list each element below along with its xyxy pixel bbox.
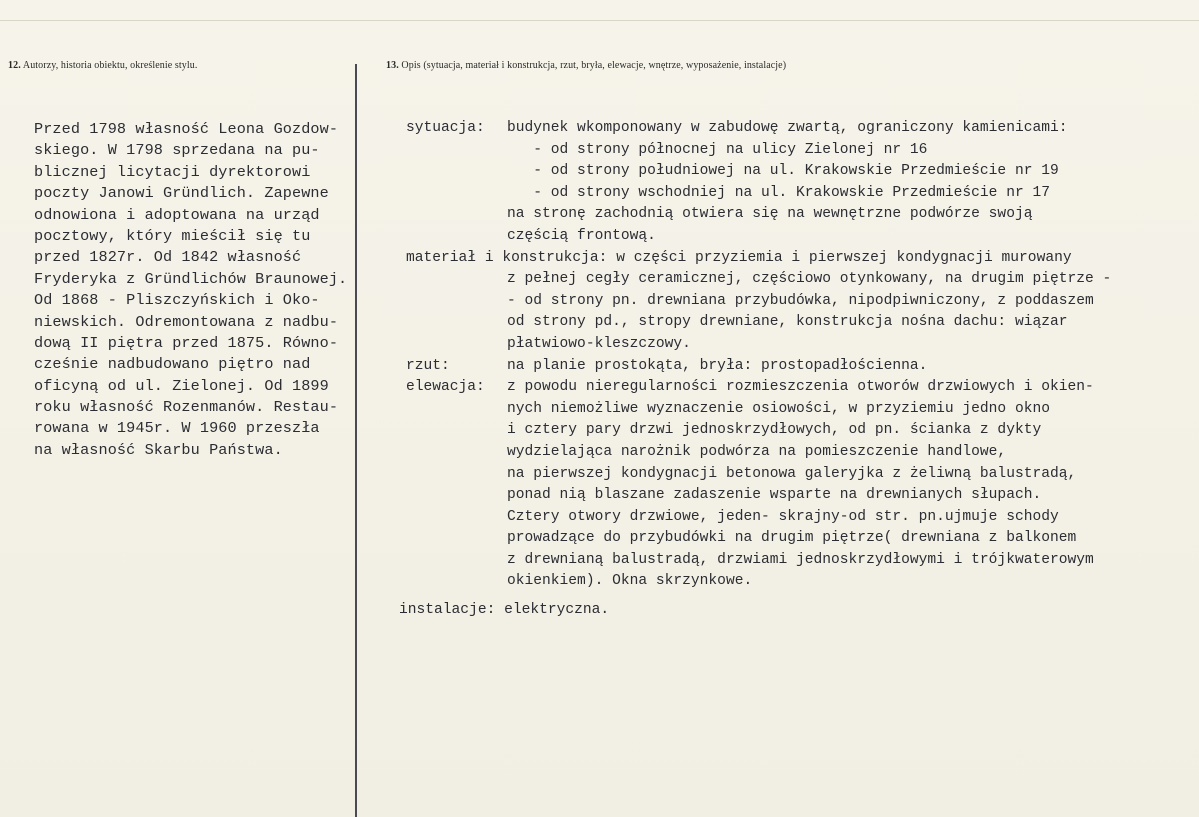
- section-12-number: 12.: [8, 60, 21, 71]
- sytuacja-row: [406, 226, 1196, 248]
- elewacja-label: elewacja:: [406, 379, 485, 396]
- history-line: niewskich. Odremontowana z nadbu-: [34, 312, 339, 331]
- material-line: z pełnej cegły ceramicznej, częściowo otynkowany, na drugim piętrze -: [507, 271, 1112, 288]
- history-line: dową II piętra przed 1875. Równo-: [34, 333, 339, 352]
- elewacja-line: wydzielająca narożnik podwórza na pomieszczenie handlowe,: [507, 443, 1007, 460]
- sytuacja-row: [406, 161, 1196, 183]
- material-line: - od strony pn. drewniana przybudówka, nipodpiwniczony, z poddaszem: [507, 292, 1094, 309]
- history-line: poczty Janowi Gründlich. Zapewne: [34, 184, 329, 203]
- section-13-title: Opis (sytuacja, materiał i konstrukcja, rzut, bryła, elewacje, wnętrze, wyposażenie, instalacje): [401, 60, 787, 71]
- material-line: w części przyziemia i pierwszej kondygnacji murowany: [607, 249, 1072, 266]
- sytuacja-row: [406, 140, 1196, 162]
- elewacja-line: ponad nią blaszane zadaszenie wsparte na drewnianych słupach.: [507, 487, 1042, 504]
- description-text: [399, 118, 1196, 622]
- elewacja-row: [406, 485, 1196, 507]
- elewacja-row: [406, 464, 1196, 486]
- elewacja-row: [406, 442, 1196, 464]
- elewacja-row: [406, 528, 1196, 550]
- sytuacja-line: budynek wkomponowany w zabudowę zwartą, ograniczony kamienicami:: [507, 120, 1068, 136]
- instalacje-heading: [399, 600, 609, 622]
- sytuacja-line: - od strony wschodniej na ul. Krakowskie Przedmieście nr 17: [507, 184, 1050, 201]
- material-line: od strony pd., stropy drewniane, konstrukcja nośna dachu: wiązar: [507, 314, 1068, 331]
- material-label: materiał i konstrukcja:: [406, 249, 608, 266]
- material-heading: [406, 248, 1072, 270]
- elewacja-line: z drewnianą balustradą, drzwiami jednoskrzydłowymi i trójkwaterowym: [507, 551, 1094, 568]
- material-row: [406, 291, 1196, 313]
- sytuacja-line: częścią frontową.: [507, 227, 656, 244]
- elewacja-row: [406, 399, 1196, 421]
- history-line: Od 1868 - Pliszczyńskich i Oko-: [34, 291, 320, 310]
- elewacja-row: [406, 507, 1196, 529]
- material-row: [406, 334, 1196, 356]
- material-row: [406, 248, 1196, 270]
- instalacje-text: elektryczna.: [495, 602, 610, 619]
- elewacja-row: [406, 571, 1196, 593]
- history-text: [34, 119, 364, 461]
- history-line: odnowiona i adoptowana na urząd: [34, 205, 320, 224]
- sytuacja-row: [406, 118, 1196, 140]
- history-line: pocztowy, który mieścił się tu: [34, 226, 311, 245]
- sytuacja-row: [406, 204, 1196, 226]
- elewacja-row: [406, 377, 1196, 399]
- section-12-title: Autorzy, historia obiektu, określenie stylu.: [22, 60, 198, 71]
- history-line: oficyną od ul. Zielonej. Od 1899: [34, 376, 329, 395]
- sytuacja-label: sytuacja:: [406, 120, 485, 136]
- sytuacja-row: [406, 183, 1196, 205]
- material-row: [406, 312, 1196, 334]
- history-line: rowana w 1945r. W 1960 przeszła: [34, 419, 320, 438]
- elewacja-line: okienkiem). Okna skrzynkowe.: [507, 573, 753, 590]
- instalacje-row: [399, 600, 1196, 622]
- section-13-header: [386, 60, 786, 71]
- history-line: Fryderyka z Gründlichów Braunowej.: [34, 269, 348, 288]
- history-line: Przed 1798 własność Leona Gozdow-: [34, 120, 339, 138]
- history-line: blicznej licytacji dyrektorowi: [34, 162, 311, 181]
- elewacja-line: prowadzące do przybudówki na drugim piętrze( drewniana z balkonem: [507, 530, 1077, 547]
- material-row: [406, 269, 1196, 291]
- elewacja-line: z powodu nieregularności rozmieszczenia otworów drzwiowych i okien-: [507, 379, 1094, 396]
- sytuacja-line: na stronę zachodnią otwiera się na wewnętrzne podwórze swoją: [507, 206, 1033, 223]
- rzut-row: [406, 356, 1196, 378]
- history-line: skiego. W 1798 sprzedana na pu-: [34, 141, 320, 160]
- history-line: cześnie nadbudowano piętro nad: [34, 355, 311, 374]
- elewacja-row: [406, 420, 1196, 442]
- elewacja-line: Cztery otwory drzwiowe, jeden- skrajny-od str. pn.ujmuje schody: [507, 508, 1059, 525]
- material-line: płatwiowo-kleszczowy.: [507, 335, 691, 352]
- sytuacja-line: - od strony południowej na ul. Krakowskie Przedmieście nr 19: [507, 163, 1059, 180]
- history-line: na własność Skarbu Państwa.: [34, 440, 283, 459]
- elewacja-line: na pierwszej kondygnacji betonowa galeryjka z żeliwną balustradą,: [507, 465, 1077, 482]
- section-13-number: 13.: [386, 60, 399, 71]
- instalacje-label: instalacje:: [399, 602, 496, 619]
- elewacja-row: [406, 550, 1196, 572]
- elewacja-line: i cztery pary drzwi jednoskrzydłowych, od pn. ścianka z dykty: [507, 422, 1042, 439]
- rzut-text: na planie prostokąta, bryła: prostopadłościenna.: [507, 357, 928, 374]
- section-12-header: [8, 60, 197, 71]
- sytuacja-line: - od strony północnej na ulicy Zielonej nr 16: [507, 141, 928, 158]
- history-line: przed 1827r. Od 1842 własność: [34, 248, 302, 267]
- rzut-label: rzut:: [406, 357, 450, 374]
- history-line: roku własność Rozenmanów. Restau-: [34, 398, 339, 417]
- top-fold-line: [0, 20, 1199, 21]
- elewacja-line: nych niemożliwe wyznaczenie osiowości, w przyziemiu jedno okno: [507, 400, 1050, 417]
